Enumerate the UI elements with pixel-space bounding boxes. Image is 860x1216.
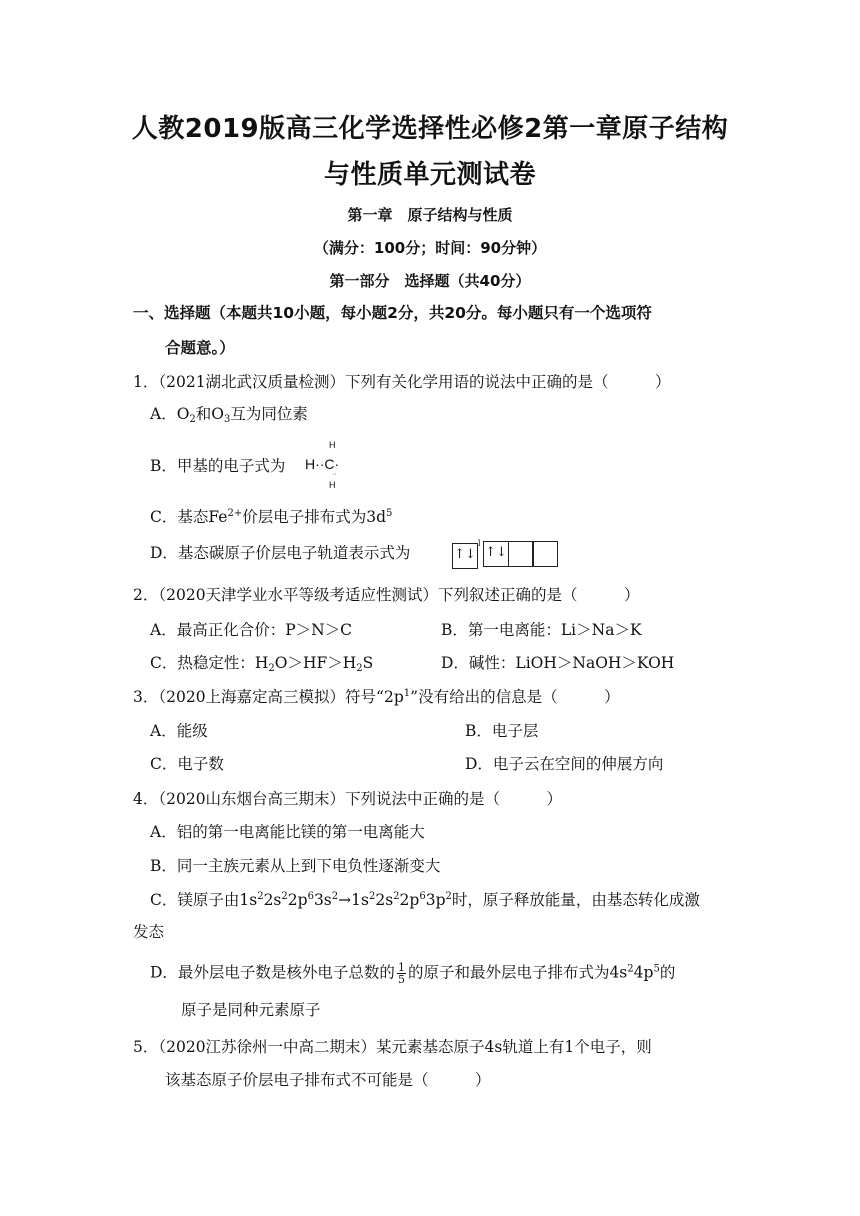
q4-option-a: A．铝的第一电离能比镁的第一电离能大	[150, 823, 425, 841]
document-title-line1: 人教2019版高三化学选择性必修2第一章原子结构	[131, 114, 729, 144]
q4-stem: 4．（2020山东烟台高三期末）下列说法中正确的是（ ）	[133, 790, 563, 808]
orbital-2p-box-1: ↑↓	[483, 541, 509, 567]
fraction-one-fifth: $\frac{1}{5}$	[397, 961, 405, 986]
q3-option-d: D．电子云在空间的伸展方向	[465, 755, 664, 773]
document-title-line2: 与性质单元测试卷	[323, 160, 536, 190]
section-heading-line1: 一、选择题（本题共10小题，每小题2分，共20分。每小题只有一个选项符	[133, 304, 652, 322]
methyl-electron-formula: H H··C· ·· H	[305, 440, 340, 490]
q3-option-a: A．能级	[150, 722, 208, 740]
q4-option-c-line2: 发态	[133, 923, 165, 941]
q4-option-b: B．同一主族元素从上到下电负性逐渐变大	[150, 857, 441, 875]
q3-stem: 3．（2020上海嘉定高三模拟）符号“$2p^1$”没有给出的信息是（ ）	[133, 688, 620, 706]
q2-stem: 2．（2020天津学业水平等级考适应性测试）下列叙述正确的是（ ）	[133, 586, 640, 604]
chapter-heading: 第一章 原子结构与性质	[347, 206, 513, 224]
orbital-2p-box-3	[532, 541, 558, 567]
q4-option-c: C．镁原子由$1s^22s^22p^63s^2\to 1s^22s^22p^63p^2$时，原子释放能量，由基态转化成激	[150, 891, 700, 909]
q2-option-b: B．第一电离能：Li＞Na＞K	[441, 621, 642, 639]
q3-option-c: C．电子数	[150, 755, 224, 773]
orbital-2p-box-2	[508, 541, 534, 567]
orbital-2s-box: ↑↓	[452, 543, 478, 569]
q1-option-d: D．基态碳原子价层电子轨道表示式为	[150, 544, 411, 562]
q1-option-a: A．$O_2$和$O_3$互为同位素	[150, 405, 308, 425]
section-heading-line2: 合题意。）	[165, 339, 235, 357]
q1-option-b: B．甲基的电子式为	[150, 457, 286, 475]
q1-option-c: C．基态$Fe^{2+}$价层电子排布式为$3d^5$	[150, 508, 393, 526]
q5-stem-line1: 5．（2020江苏徐州一中高二期末）某元素基态原子4s轨道上有1个电子，则	[133, 1038, 652, 1056]
q1-stem: 1．（2021湖北武汉质量检测）下列有关化学用语的说法中正确的是（ ）	[133, 373, 671, 391]
q2-option-a: A．最高正化合价：P＞N＞C	[150, 621, 353, 639]
q5-stem-line2: 该基态原子价层电子排布式不可能是（ ）	[165, 1071, 491, 1089]
document-page: 人教2019版高三化学选择性必修2第一章原子结构 与性质单元测试卷 第一章 原子结构与性质 （满分：100分；时间：90分钟） 第一部分 选择题（共40分） 一、选择题（本题共10小题，每小题2分，共20分。每小题只有一个选项符 合题意。） 1．（2021湖北武汉质量检测）下列有关化学用语的说法中正确的是（ ） A．$O_2$和$O_3$互为同位素 B．甲基的电子式为 H H··C· ·· H C．基态$Fe^{2+}$价层电子排布式为$3d^5$ D．基态碳原子价层电子轨道表示式为 ↑↓ l ↑↓ 2．（2020天津学业水平等级考适应性测试）下列叙述正确的是（ ） A．最高正化合价：P＞N＞C B．第一电离能：Li＞Na＞K C．热稳定性：$H_2O>HF>H_2S$ D．碱性：LiOH＞NaOH＞KOH 3．（2020上海嘉定高三模拟）符号“$2p^1$”没有给出的信息是（ ） A．能级 B．电子层 C．电子数 D．电子云在空间的伸展方向 4．（2020山东烟台高三期末）下列说法中正确的是（ ） A．铝的第一电离能比镁的第一电离能大 B．同一主族元素从上到下电负性逐渐变大 C．镁原子由$1s^22s^22p^63s^2\to 1s^22s^22p^63p^2$时，原子释放能量，由基态转化成激 发态 D．最外层电子数是核外电子总数的 $\frac{1}{5}$ 的原子和最外层电子排布式为$4s^24p^5$的 原子是同种元素原子 5．（2020江苏徐州一中高二期末）某元素基态原子4s轨道上有1个电子，则 该基态原子价层电子排布式不可能是（ ）	[0, 0, 860, 1216]
q4-option-d: D．最外层电子数是核外电子总数的 $\frac{1}{5}$ 的原子和最外层电子排布式为$4s^24p^5$的	[150, 961, 676, 986]
q4-option-d-line2: 原子是同种元素原子	[181, 1001, 321, 1019]
q2-option-c: C．热稳定性：$H_2O>HF>H_2S$	[150, 654, 374, 674]
exam-info: （满分：100分；时间：90分钟）	[313, 239, 547, 257]
q2-option-d: D．碱性：LiOH＞NaOH＞KOH	[441, 654, 675, 672]
q3-option-b: B．电子层	[465, 722, 539, 740]
part-heading: 第一部分 选择题（共40分）	[329, 272, 531, 290]
